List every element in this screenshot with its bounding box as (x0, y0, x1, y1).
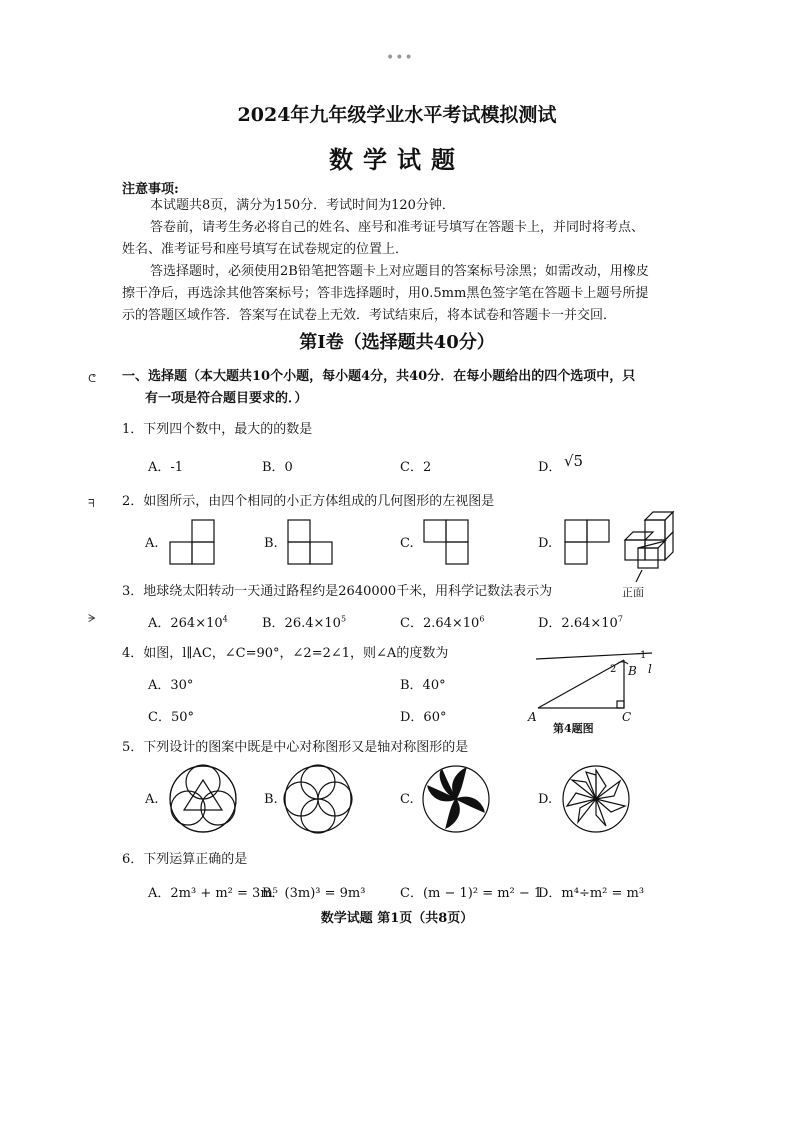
q1-option-d-label: D． (538, 460, 562, 475)
q5-pattern-d (563, 766, 629, 832)
q2-option-c: C. (400, 536, 414, 551)
q5-option-d: D. (538, 792, 553, 807)
q3-option-c: C．$2.64\times 10^6$ (400, 614, 485, 631)
q6-stem: 6．下列运算正确的是 (122, 852, 248, 867)
q6-option-b: B．(3m)³ = 9m³ (262, 886, 366, 901)
q2-option-d: D. (538, 536, 553, 551)
q6-option-a: A．2m³ + m² = 3m⁵ (148, 886, 278, 901)
q1-option-a: A．-1 (148, 460, 184, 475)
q5-pattern-b (284, 765, 352, 833)
q4-figure-caption: 第4题图 (553, 722, 594, 735)
q3-option-a: A．$264\times 10^4$ (148, 614, 228, 631)
section-intro-a: 一、选择题（本大题共10个小题，每小题4分，共40分．在每小题给出的四个选项中，只 (122, 369, 636, 384)
section-title: 第Ⅰ卷（选择题共40分） (299, 332, 495, 353)
notes-p1: 本试题共8页，满分为150分．考试时间为120分钟． (150, 198, 455, 213)
q4-line-l: l (648, 662, 652, 676)
q5-stem: 5．下列设计的图案中既是中心对称图形又是轴对称图形的是 (122, 740, 469, 755)
q4-point-c: C (622, 710, 632, 724)
q1-option-c: C．2 (400, 460, 432, 475)
q5-option-b: B. (264, 792, 278, 807)
section-intro-b: 有一项是符合题目要求的．） (145, 391, 308, 406)
q2-front-label: 正面 (622, 586, 644, 599)
q5-pattern-c (423, 766, 489, 832)
q4-option-b: B．40° (400, 678, 446, 693)
q1-stem: 1．下列四个数中，最大的的数是 (122, 422, 313, 437)
margin-mark-1: ᕦ (88, 372, 97, 385)
notes-p2b: 姓名、准考证号和座号填写在试卷规定的位置上． (122, 242, 409, 257)
q4-angle-1: 1 (640, 650, 647, 661)
q4-stem: 4．如图，l∥AC，∠C=90°，∠2=2∠1，则∠A的度数为 (122, 646, 449, 661)
q5-pattern-a (170, 765, 236, 832)
q4-option-c: C．50° (148, 710, 194, 725)
page-footer: 数学试题 第1页（共8页） (320, 911, 474, 926)
notes-p3b: 擦干净后，再选涂其他答案标号；答非选择题时，用0.5mm黑色签字笔在答题卡上题号所提 (122, 286, 649, 301)
q1-option-b: B．0 (262, 460, 293, 475)
q4-option-a: A．30° (148, 678, 194, 693)
q4-point-b: B (628, 664, 637, 678)
q6-option-c: C．(m − 1)² = m² − 1 (400, 886, 543, 901)
notes-p3a: 答选择题时，必须使用2B铅笔把答题卡上对应题目的答案标号涂黑；如需改动，用橡皮 (150, 264, 649, 279)
q1-option-d-value: √5 (564, 452, 584, 470)
margin-mark-3: ᗒ (88, 612, 96, 625)
q5-option-c: C. (400, 792, 414, 807)
q6-option-d: D．m⁴÷m² = m³ (538, 886, 645, 901)
notes-p3c: 示的答题区域作答．答案写在试卷上无效．考试结束后，将本试卷和答题卡一并交回． (122, 308, 617, 323)
q3-option-d: D．$2.64\times 10^7$ (538, 614, 623, 631)
q4-point-a: A (528, 710, 537, 724)
q2-option-a: A. (145, 536, 159, 551)
q2-option-b: B. (264, 536, 278, 551)
notes-p2a: 答卷前，请考生务必将自己的姓名、座号和准考证号填写在答题卡上，并同时将考点、 (150, 220, 645, 235)
q4-angle-2: 2 (610, 664, 617, 675)
top-dots: ••• (386, 50, 414, 66)
q3-stem: 3．地球绕太阳转动一天通过路程约是2640000千米，用科学记数法表示为 (122, 584, 553, 599)
exam-subtitle: 数学试题 (329, 145, 465, 174)
q2-stem: 2．如图所示，由四个相同的小正方体组成的几何图形的左视图是 (122, 494, 495, 509)
margin-mark-2: ᖷ (88, 497, 95, 510)
notes-heading: 注意事项: (122, 182, 179, 197)
q3-option-b: B．$26.4\times 10^5$ (262, 614, 347, 631)
q4-option-d: D．60° (400, 710, 447, 725)
q5-option-a: A. (145, 792, 159, 807)
exam-title: 2024年九年级学业水平考试模拟测试 (237, 104, 557, 126)
